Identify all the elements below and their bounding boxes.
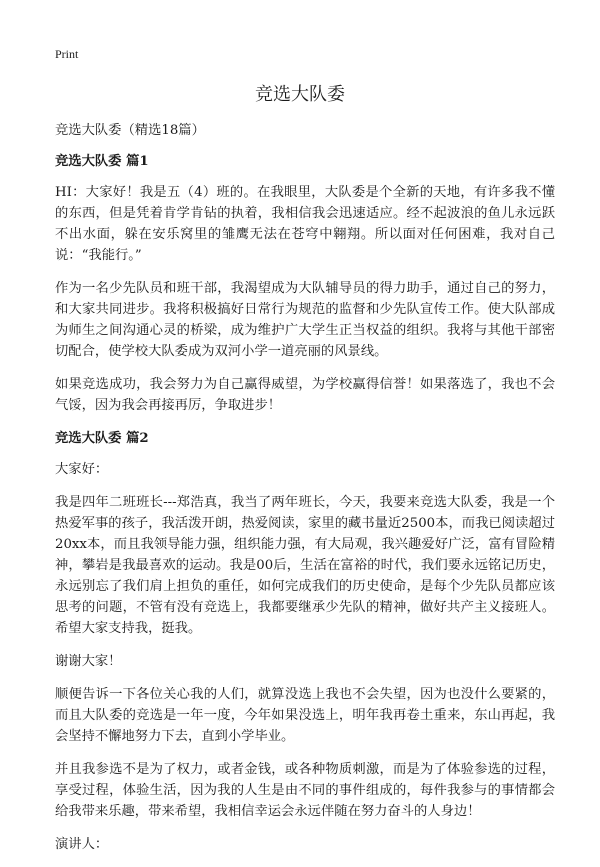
section-2-paragraph: 演讲人： — [55, 837, 109, 852]
section-heading-2: 竞选大队委 篇2 — [55, 431, 149, 446]
section-2-paragraph: 顺便告诉一下各位关心我的人们，就算没选上我也不会失望，因为也没什么要紧的，而且大队委的竞选是一年一度，今年如果没选上，明年我再卷土重来，东山再起，我会坚持不懈地努力下去，直到小学毕业。 — [55, 687, 555, 744]
print-link[interactable]: Print — [55, 47, 79, 61]
section-2-paragraph: 我是四年二班班长---郑浩真，我当了两年班长，今天，我要来竞选大队委，我是一个热爱军事的孩子，我活泼开朗，热爱阅读，家里的藏书量近2500本，而我已阅读超过20xx本，而且我领导能力强，组织能力强，有大局观，我兴趣爱好广泛，富有冒险精神，攀岩是我最喜欢的运动。我是00后，生活在富裕的时代，我们要永远铭记历史，永远别忘了我们肩上担负的重任，如何完成我们的历史使命，是每个少先队员都应该思考的问题，不管有没有竞选上，我都要继承少先队的精神，做好共产主义接班人。希望大家支持我，挺我。 — [55, 495, 555, 636]
section-1-paragraph: HI：大家好！我是五（4）班的。在我眼里，大队委是个全新的天地，有许多我不懂的东西，但是凭着肯学肯钻的执着，我相信我会迅速适应。经不起波浪的鱼儿永远跃不出水面，躲在安乐窝里的雏鹰无法在苍穹中翱翔。所以面对任何困难，我对自己说：“我能行。” — [55, 185, 555, 263]
page-title: 竞选大队委 — [255, 84, 345, 105]
section-1-paragraph: 作为一名少先队员和班干部，我渴望成为大队辅导员的得力助手，通过自己的努力，和大家共同进步。我将积极搞好日常行为规范的监督和少先队宣传工作。使大队部成为师生之间沟通心灵的桥梁，成为维护广大学生正当权益的组织。我将与其他干部密切配合，使学校大队委成为双河小学一道亮丽的风景线。 — [55, 281, 555, 359]
section-heading-1: 竞选大队委 篇1 — [55, 154, 149, 169]
document-body — [55, 120, 555, 867]
document-subtitle: 竞选大队委（精选18篇） — [55, 123, 205, 138]
section-2-paragraph: 大家好： — [55, 462, 109, 477]
section-2-paragraph: 并且我参选不是为了权力，或者金钱，或各种物质刺激，而是为了体验参选的过程，享受过程，体验生活，因为我的人生是由不同的事件组成的，每件我参与的事情都会给我带来乐趣，带来希望，我相信幸运会永远伴随在努力奋斗的人身边！ — [55, 762, 555, 819]
section-1-paragraph: 如果竞选成功，我会努力为自己赢得威望，为学校赢得信誉！如果落选了，我也不会气馁，因为我会再接再厉，争取进步！ — [55, 377, 555, 413]
section-2-paragraph: 谢谢大家！ — [55, 654, 122, 669]
